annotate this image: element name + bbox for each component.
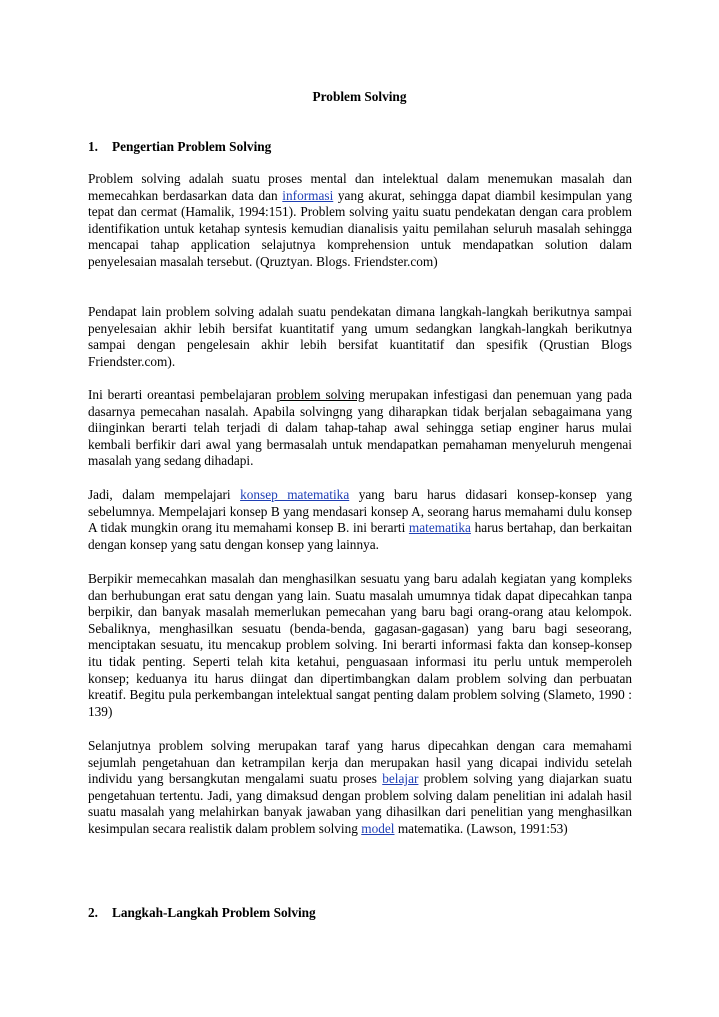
section-2-number: 2. bbox=[88, 905, 98, 920]
link-konsep-matematika[interactable]: konsep matematika bbox=[240, 487, 350, 502]
section-2-heading bbox=[88, 905, 316, 921]
link-informasi[interactable]: informasi bbox=[282, 187, 334, 203]
paragraph-2: Pendapat lain problem solving adalah suatu pendekatan dimana langkah-langkah berikutnya sampai penyelesaian akhir lebih bersifat kuantitatif yang umum sedangkan langkah-langkah berikutnya sampai dengan pengelesain akhir lebih bersifat kuantitatif dan spesifik (Qrustian Blogs Friendster.com). bbox=[88, 304, 632, 369]
link-model[interactable]: model bbox=[361, 820, 395, 836]
paragraph-5: Berpikir memecahkan masalah dan menghasilkan sesuatu yang baru adalah kegiatan yang kompleks dan berhubungan erat satu dengan yang lain. Suatu masalah umumnya tidak dapat dipecahkan tanpa berpikir, dan banyak masalah memerlukan pemecahan yang baru bagi orang-orang atau kelompok. Sebaliknya, menghasilkan sesuatu (benda-benda, gagasan-gagasan) yang baru bagi seseorang, menciptakan sesuatu, itu mencakup problem solving. Ini berarti informasi fakta dan konsep-konsep itu tidak penting. Seperti telah kita ketahui, penguasaan informasi itu perlu untuk memperoleh konsep; keduanya itu harus diingat dan dipertimbangkan dalam problem solving dan perbuatan kreatif. Begitu pula perkembangan intelektual sangat penting dalam problem solving (Slameto, 1990 : 139) bbox=[88, 571, 632, 719]
document-title: Problem Solving bbox=[312, 89, 407, 104]
link-matematika[interactable]: matematika bbox=[408, 520, 471, 536]
section-1-number: 1. bbox=[88, 139, 98, 154]
paragraph-4: Jadi, dalam mempelajari konsep matematika yang baru harus didasari konsep-konsep yang sebelumnya. Mempelajari konsep B yang mendasari konsep A, seorang harus memahami dulu konsep A tidak mungkin orang itu memahami konsep B. ini berarti matematika harus bertahap, dan berkaitan dengan konsep yang satu dengan konsep yang lainnya. bbox=[88, 487, 632, 552]
link-problem-solving[interactable]: problem solving bbox=[276, 387, 365, 402]
paragraph-6: Selanjutnya problem solving merupakan taraf yang harus dipecahkan dengan cara memahami sejumlah pengetahuan dan ketrampilan kerja dan merupakan hasil yang dicapai individu setelah individu yang bersangkutan mengalami suatu proses belajar problem solving yang diajarkan suatu pengetahuan tertentu. Jadi, yang dimaksud dengan problem solving dalam penelitian ini adalah hasil suatu masalah yang melahirkan banyak jawaban yang dihasilkan dari penelitian yang menghasilkan kesimpulan secara realistik dalam problem solving model matematika. (Lawson, 1991:53) bbox=[88, 738, 632, 836]
paragraph-1: Problem solving adalah suatu proses mental dan intelektual dalam menemukan masalah dan memecahkan berdasarkan data dan informasi yang akurat, sehingga dapat diambil kesimpulan yang tepat dan cermat (Hamalik, 1994:151). Problem solving yaitu suatu pendekatan dengan cara problem identifikation untuk ketahap syntesis kemudian dianalisis yaitu pemilahan seluruh masalah sehingga mencapai tahap application selajutnya komprehension untuk mendapatkan solution dalam penyelesaian masalah tersebut. (Qruztyan. Blogs. Friendster.com) bbox=[88, 171, 633, 269]
paragraph-3: Ini berarti oreantasi pembelajaran problem solving merupakan infestigasi dan penemuan yang pada dasarnya pemecahan nasalah. Apabila solvingng yang diharapkan tidak berjalan sebagaimana yang diinginkan berarti telah terjadi di dalam tahap-tahap awal sehingga setiap enginer harus mulai kembali berfikir dari awal yang bermasalah untuk mendapatkan pemahaman menyeluruh mengenai masalah yang sedang dihadapi. bbox=[88, 387, 632, 469]
section-1-heading bbox=[88, 139, 271, 155]
section-1-title: Pengertian Problem Solving bbox=[112, 139, 272, 154]
section-2-title: Langkah-Langkah Problem Solving bbox=[112, 905, 316, 920]
link-belajar[interactable]: belajar bbox=[382, 771, 419, 787]
